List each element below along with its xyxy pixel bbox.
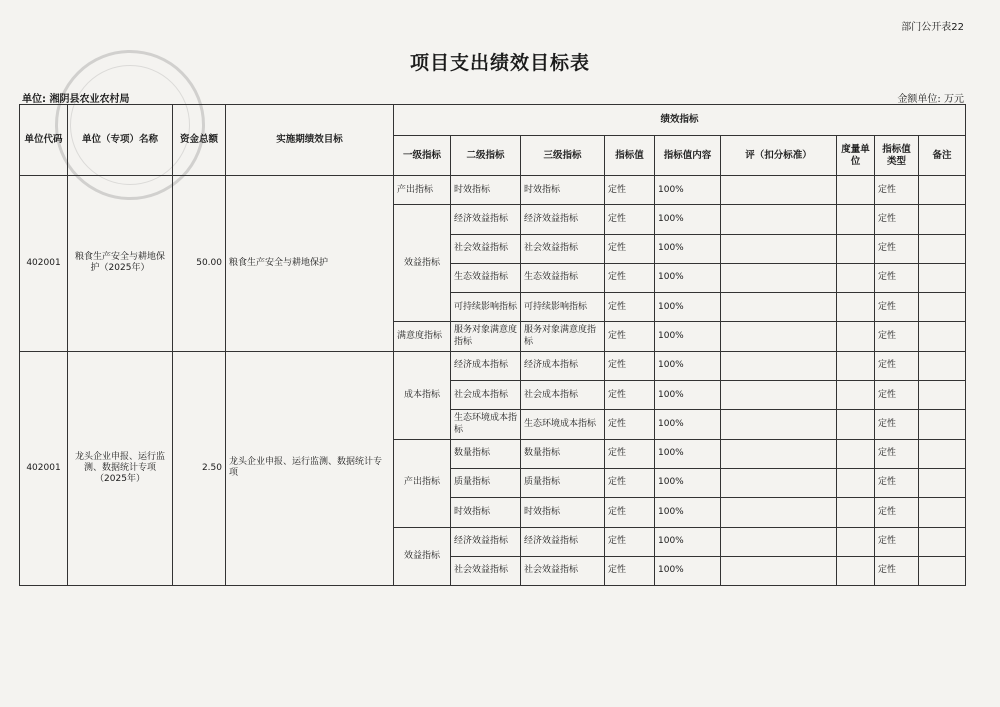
measure-unit-cell xyxy=(837,293,875,322)
value-type-cell: 定性 xyxy=(875,468,919,497)
value-cell: 定性 xyxy=(605,439,655,468)
level1-cell: 成本指标 xyxy=(394,351,451,439)
header-goal: 实施期绩效目标 xyxy=(226,105,394,176)
criteria-cell xyxy=(721,381,837,410)
header-level1: 一级指标 xyxy=(394,136,451,176)
criteria-cell xyxy=(721,263,837,292)
level1-cell: 满意度指标 xyxy=(394,322,451,351)
unit-label: 单位: 湘阴县农业农村局 xyxy=(22,94,130,105)
criteria-cell xyxy=(721,293,837,322)
value-type-cell: 定性 xyxy=(875,263,919,292)
header-value: 指标值 xyxy=(605,136,655,176)
content-cell: 100% xyxy=(655,293,721,322)
value-type-cell: 定性 xyxy=(875,234,919,263)
content-cell: 100% xyxy=(655,234,721,263)
unit-code-cell: 402001 xyxy=(20,176,68,352)
level1-cell: 效益指标 xyxy=(394,205,451,322)
level2-cell: 时效指标 xyxy=(451,176,521,205)
criteria-cell xyxy=(721,322,837,351)
value-cell: 定性 xyxy=(605,205,655,234)
remark-cell xyxy=(919,205,966,234)
remark-cell xyxy=(919,293,966,322)
criteria-cell xyxy=(721,527,837,556)
level3-cell: 可持续影响指标 xyxy=(521,293,605,322)
amount-unit-label: 金额单位: 万元 xyxy=(897,94,964,105)
value-cell: 定性 xyxy=(605,527,655,556)
level3-cell: 时效指标 xyxy=(521,498,605,527)
value-cell: 定性 xyxy=(605,293,655,322)
level1-cell: 效益指标 xyxy=(394,527,451,586)
criteria-cell xyxy=(721,498,837,527)
measure-unit-cell xyxy=(837,263,875,292)
measure-unit-cell xyxy=(837,234,875,263)
value-type-cell: 定性 xyxy=(875,410,919,439)
remark-cell xyxy=(919,556,966,585)
level2-cell: 生态环境成本指标 xyxy=(451,410,521,439)
level3-cell: 生态效益指标 xyxy=(521,263,605,292)
page-label: 部门公开表22 xyxy=(901,22,964,33)
header-indicators: 绩效指标 xyxy=(394,105,966,136)
header-level2: 二级指标 xyxy=(451,136,521,176)
value-cell: 定性 xyxy=(605,234,655,263)
remark-cell xyxy=(919,468,966,497)
level2-cell: 服务对象满意度指标 xyxy=(451,322,521,351)
criteria-cell xyxy=(721,556,837,585)
remark-cell xyxy=(919,527,966,556)
header-row-1 xyxy=(20,105,966,136)
content-cell: 100% xyxy=(655,351,721,380)
level2-cell: 时效指标 xyxy=(451,498,521,527)
measure-unit-cell xyxy=(837,176,875,205)
content-cell: 100% xyxy=(655,322,721,351)
value-cell: 定性 xyxy=(605,498,655,527)
value-cell: 定性 xyxy=(605,556,655,585)
content-cell: 100% xyxy=(655,176,721,205)
header-remark: 备注 xyxy=(919,136,966,176)
remark-cell xyxy=(919,176,966,205)
remark-cell xyxy=(919,263,966,292)
content-cell: 100% xyxy=(655,556,721,585)
level2-cell: 生态效益指标 xyxy=(451,263,521,292)
remark-cell xyxy=(919,410,966,439)
value-type-cell: 定性 xyxy=(875,176,919,205)
level2-cell: 社会效益指标 xyxy=(451,556,521,585)
measure-unit-cell xyxy=(837,468,875,497)
level3-cell: 社会成本指标 xyxy=(521,381,605,410)
measure-unit-cell xyxy=(837,527,875,556)
criteria-cell xyxy=(721,234,837,263)
content-cell: 100% xyxy=(655,468,721,497)
value-type-cell: 定性 xyxy=(875,293,919,322)
amount-cell: 2.50 xyxy=(173,351,226,585)
measure-unit-cell xyxy=(837,410,875,439)
criteria-cell xyxy=(721,468,837,497)
level2-cell: 质量指标 xyxy=(451,468,521,497)
remark-cell xyxy=(919,498,966,527)
page-title: 项目支出绩效目标表 xyxy=(409,52,590,74)
value-type-cell: 定性 xyxy=(875,527,919,556)
level2-cell: 经济成本指标 xyxy=(451,351,521,380)
level3-cell: 社会效益指标 xyxy=(521,556,605,585)
goal-cell: 龙头企业申报、运行监测、数据统计专项 xyxy=(226,351,394,585)
header-value-type: 指标值类型 xyxy=(875,136,919,176)
criteria-cell xyxy=(721,351,837,380)
goal-cell: 粮食生产安全与耕地保护 xyxy=(226,176,394,352)
content-cell: 100% xyxy=(655,381,721,410)
content-cell: 100% xyxy=(655,205,721,234)
measure-unit-cell xyxy=(837,351,875,380)
remark-cell xyxy=(919,439,966,468)
content-cell: 100% xyxy=(655,527,721,556)
level1-cell: 产出指标 xyxy=(394,439,451,527)
content-cell: 100% xyxy=(655,498,721,527)
project-name-cell: 龙头企业申报、运行监测、数据统计专项（2025年） xyxy=(68,351,173,585)
level2-cell: 社会成本指标 xyxy=(451,381,521,410)
value-cell: 定性 xyxy=(605,381,655,410)
header-total-funds: 资金总额 xyxy=(173,105,226,176)
level3-cell: 服务对象满意度指标 xyxy=(521,322,605,351)
amount-cell: 50.00 xyxy=(173,176,226,352)
performance-table xyxy=(19,104,966,586)
level2-cell: 数量指标 xyxy=(451,439,521,468)
level2-cell: 经济效益指标 xyxy=(451,205,521,234)
content-cell: 100% xyxy=(655,439,721,468)
level3-cell: 生态环境成本指标 xyxy=(521,410,605,439)
value-type-cell: 定性 xyxy=(875,351,919,380)
value-cell: 定性 xyxy=(605,322,655,351)
table-row xyxy=(20,176,966,205)
level3-cell: 经济效益指标 xyxy=(521,205,605,234)
remark-cell xyxy=(919,351,966,380)
criteria-cell xyxy=(721,176,837,205)
level3-cell: 经济效益指标 xyxy=(521,527,605,556)
project-name-cell: 粮食生产安全与耕地保护（2025年） xyxy=(68,176,173,352)
remark-cell xyxy=(919,234,966,263)
value-cell: 定性 xyxy=(605,410,655,439)
value-cell: 定性 xyxy=(605,176,655,205)
remark-cell xyxy=(919,381,966,410)
header-unit-code: 单位代码 xyxy=(20,105,68,176)
header-content: 指标值内容 xyxy=(655,136,721,176)
measure-unit-cell xyxy=(837,322,875,351)
value-type-cell: 定性 xyxy=(875,381,919,410)
value-cell: 定性 xyxy=(605,468,655,497)
criteria-cell xyxy=(721,205,837,234)
level1-cell: 产出指标 xyxy=(394,176,451,205)
unit-code-cell: 402001 xyxy=(20,351,68,585)
header-measure-unit: 度量单位 xyxy=(837,136,875,176)
table-row xyxy=(20,351,966,380)
level3-cell: 经济成本指标 xyxy=(521,351,605,380)
level3-cell: 质量指标 xyxy=(521,468,605,497)
level3-cell: 数量指标 xyxy=(521,439,605,468)
content-cell: 100% xyxy=(655,263,721,292)
criteria-cell xyxy=(721,439,837,468)
measure-unit-cell xyxy=(837,439,875,468)
value-type-cell: 定性 xyxy=(875,439,919,468)
level3-cell: 时效指标 xyxy=(521,176,605,205)
level2-cell: 可持续影响指标 xyxy=(451,293,521,322)
measure-unit-cell xyxy=(837,498,875,527)
value-cell: 定性 xyxy=(605,263,655,292)
value-type-cell: 定性 xyxy=(875,498,919,527)
value-type-cell: 定性 xyxy=(875,205,919,234)
header-project-name: 单位（专项）名称 xyxy=(68,105,173,176)
value-type-cell: 定性 xyxy=(875,556,919,585)
level3-cell: 社会效益指标 xyxy=(521,234,605,263)
level2-cell: 经济效益指标 xyxy=(451,527,521,556)
remark-cell xyxy=(919,322,966,351)
criteria-cell xyxy=(721,410,837,439)
measure-unit-cell xyxy=(837,381,875,410)
header-criteria: 评（扣分标准） xyxy=(721,136,837,176)
value-type-cell: 定性 xyxy=(875,322,919,351)
measure-unit-cell xyxy=(837,556,875,585)
header-level3: 三级指标 xyxy=(521,136,605,176)
content-cell: 100% xyxy=(655,410,721,439)
value-cell: 定性 xyxy=(605,351,655,380)
level2-cell: 社会效益指标 xyxy=(451,234,521,263)
measure-unit-cell xyxy=(837,205,875,234)
